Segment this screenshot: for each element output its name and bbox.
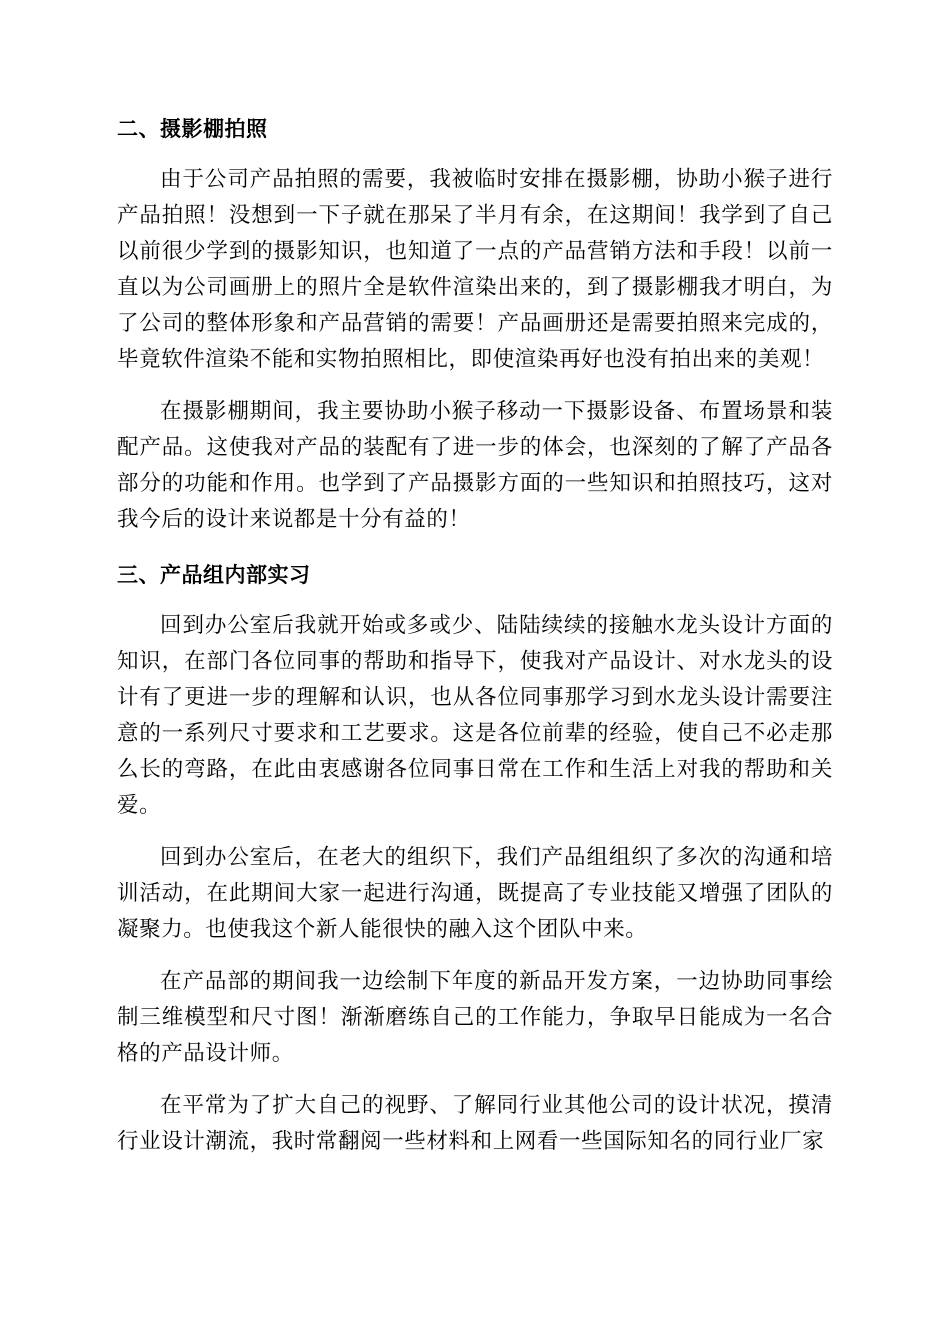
paragraph: 在平常为了扩大自己的视野、了解同行业其他公司的设计状况，摸清行业设计潮流，我时常翻阅一些材料和上网看一些国际知名的同行业厂家	[117, 1093, 833, 1154]
section-heading-product-group-internship: 三、产品组内部实习	[117, 563, 311, 587]
paragraph: 在摄影棚期间，我主要协助小猴子移动一下摄影设备、布置场景和装配产品。这使我对产品的装配有了进一步的体会，也深刻的了解了产品各部分的功能和作用。也学到了产品摄影方面的一些知识和拍照技巧，这对我今后的设计来说都是十分有益的！	[117, 399, 833, 532]
section-heading-photo-studio: 二、摄影棚拍照	[117, 117, 268, 141]
paragraph: 回到办公室后我就开始或多或少、陆陆续续的接触水龙头设计方面的知识，在部门各位同事的帮助和指导下，使我对产品设计、对水龙头的设计有了更进一步的理解和认识，也从各位同事那学习到水龙头设计需要注意的一系列尺寸要求和工艺要求。这是各位前辈的经验，使自己不必走那么长的弯路，在此由衷感谢各位同事日常在工作和生活上对我的帮助和关爱。	[117, 613, 833, 818]
paragraph: 在产品部的期间我一边绘制下年度的新品开发方案，一边协助同事绘制三维模型和尺寸图！渐渐磨练自己的工作能力，争取早日能成为一名合格的产品设计师。	[117, 969, 833, 1066]
paragraph: 由于公司产品拍照的需要，我被临时安排在摄影棚，协助小猴子进行产品拍照！没想到一下子就在那呆了半月有余，在这期间！我学到了自己以前很少学到的摄影知识，也知道了一点的产品营销方法和手段！以前一直以为公司画册上的照片全是软件渲染出来的，到了摄影棚我才明白，为了公司的整体形象和产品营销的需要！产品画册还是需要拍照来完成的，毕竟软件渲染不能和实物拍照相比，即使渲染再好也没有拍出来的美观！	[117, 167, 833, 372]
paragraph: 回到办公室后，在老大的组织下，我们产品组组织了多次的沟通和培训活动，在此期间大家一起进行沟通，既提高了专业技能又增强了团队的凝聚力。也使我这个新人能很快的融入这个团队中来。	[117, 845, 833, 942]
document-body	[117, 108, 833, 1176]
